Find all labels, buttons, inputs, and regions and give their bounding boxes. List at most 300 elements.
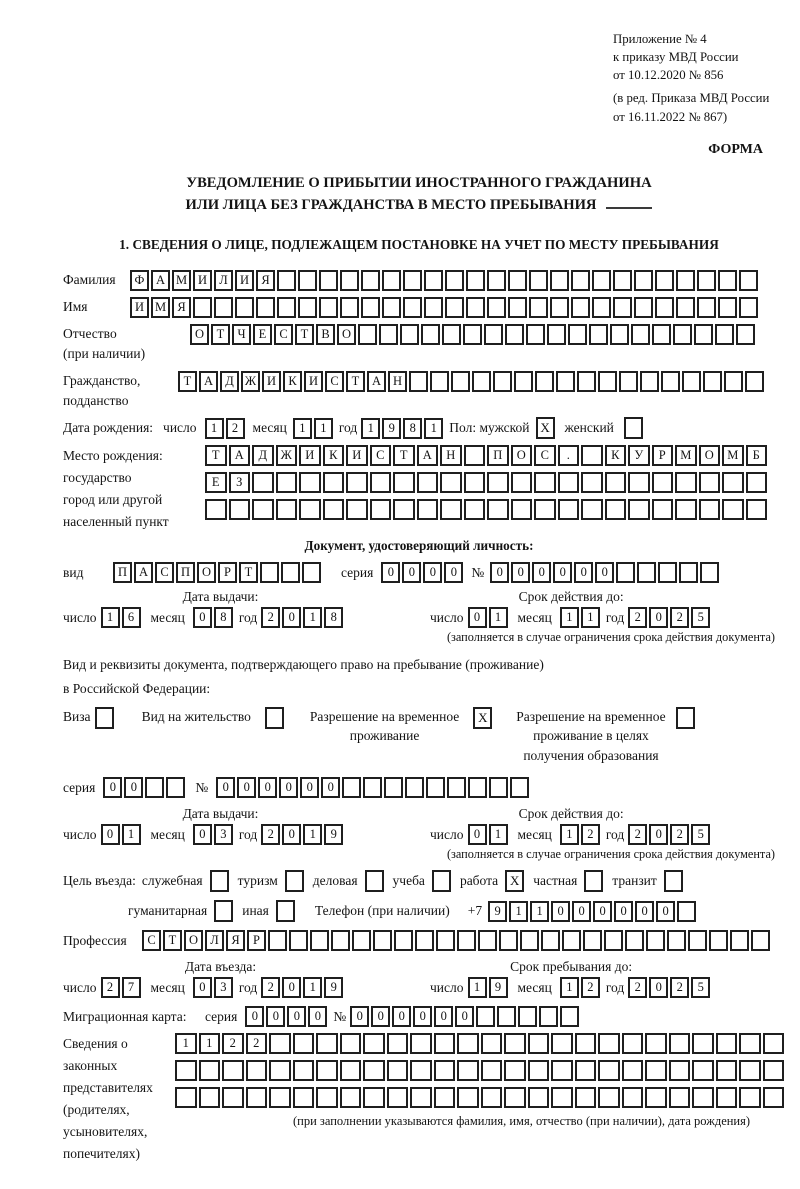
representatives-label-line5: усыновителях, bbox=[63, 1123, 148, 1139]
char-box bbox=[577, 371, 596, 392]
char-box: А bbox=[151, 270, 170, 291]
char-box bbox=[323, 499, 345, 520]
char-box bbox=[739, 270, 758, 291]
char-box bbox=[547, 324, 566, 345]
char-box: А bbox=[367, 371, 386, 392]
char-box: 0 bbox=[282, 977, 301, 998]
issue-year-label: год bbox=[238, 609, 258, 625]
char-box bbox=[716, 1060, 738, 1081]
birth-place-label: Место рождения: bbox=[63, 448, 163, 463]
char-box bbox=[424, 270, 443, 291]
char-box bbox=[746, 499, 768, 520]
char-box: 1 bbox=[199, 1033, 221, 1054]
char-box bbox=[199, 1060, 221, 1081]
char-box bbox=[281, 562, 300, 583]
char-box bbox=[568, 324, 587, 345]
char-box: 1 bbox=[122, 824, 141, 845]
char-box bbox=[387, 1060, 409, 1081]
char-box bbox=[739, 1033, 761, 1054]
rvp-expiry-year-label: год bbox=[605, 826, 625, 842]
char-box bbox=[592, 297, 611, 318]
char-box bbox=[628, 472, 650, 493]
char-box bbox=[403, 297, 422, 318]
char-box bbox=[246, 1060, 268, 1081]
char-box bbox=[346, 499, 368, 520]
char-box bbox=[692, 1087, 714, 1108]
char-box bbox=[340, 297, 359, 318]
issue-day-label: число bbox=[63, 609, 97, 625]
char-box: 9 bbox=[489, 977, 508, 998]
char-box bbox=[293, 1033, 315, 1054]
char-box: 0 bbox=[553, 562, 572, 583]
surname-boxes bbox=[130, 270, 760, 291]
char-box bbox=[352, 930, 371, 951]
char-box bbox=[673, 324, 692, 345]
char-box: С bbox=[534, 445, 556, 466]
stay-day-boxes bbox=[468, 977, 510, 998]
char-box bbox=[581, 499, 603, 520]
char-box bbox=[676, 270, 695, 291]
char-box bbox=[575, 1060, 597, 1081]
sex-female-label: женский bbox=[564, 420, 614, 435]
char-box: П bbox=[113, 562, 132, 583]
sex-male-checkbox: X bbox=[536, 417, 555, 439]
char-box bbox=[526, 324, 545, 345]
char-box bbox=[277, 297, 296, 318]
rvp-expiry-day-label: число bbox=[430, 826, 464, 842]
char-box bbox=[655, 270, 674, 291]
char-box: 9 bbox=[382, 418, 401, 439]
identity-doc-kind-row bbox=[63, 562, 775, 583]
representatives-label-line1: Сведения о bbox=[63, 1036, 128, 1052]
residence-doc-expiry-line bbox=[430, 824, 712, 845]
char-box bbox=[205, 499, 227, 520]
char-box: Д bbox=[220, 371, 239, 392]
char-box bbox=[489, 777, 508, 798]
char-box bbox=[613, 270, 632, 291]
char-box bbox=[316, 1033, 338, 1054]
rvp-expiry-month-boxes bbox=[560, 824, 602, 845]
sex-female-checkbox bbox=[624, 417, 643, 439]
char-box: С bbox=[155, 562, 174, 583]
rvp-expiry-month-label: месяц bbox=[517, 826, 552, 842]
char-box bbox=[511, 472, 533, 493]
revision-line: (в ред. Приказа МВД России bbox=[613, 91, 770, 106]
char-box bbox=[363, 1060, 385, 1081]
char-box bbox=[529, 270, 548, 291]
char-box: С bbox=[142, 930, 161, 951]
entry-date-line bbox=[63, 977, 378, 998]
char-box bbox=[598, 1060, 620, 1081]
residence-doc-expiry-col bbox=[430, 806, 712, 845]
char-box: О bbox=[511, 445, 533, 466]
char-box bbox=[514, 371, 533, 392]
char-box bbox=[497, 1006, 516, 1027]
residence-doc-series-row bbox=[63, 777, 775, 798]
char-box: А bbox=[134, 562, 153, 583]
char-box bbox=[434, 1060, 456, 1081]
char-box: 2 bbox=[628, 824, 647, 845]
birth-year-label: год bbox=[338, 420, 358, 435]
char-box bbox=[622, 1087, 644, 1108]
char-box bbox=[393, 472, 415, 493]
char-box: Т bbox=[346, 371, 365, 392]
char-box bbox=[382, 297, 401, 318]
purpose-private-label: частная bbox=[533, 873, 578, 889]
identity-doc-dates bbox=[63, 589, 775, 628]
stay-year-boxes bbox=[628, 977, 712, 998]
char-box: 0 bbox=[649, 607, 668, 628]
issue-month-boxes bbox=[193, 607, 235, 628]
rvp-issue-year-label: год bbox=[238, 826, 258, 842]
char-box bbox=[361, 297, 380, 318]
surname-label: Фамилия bbox=[63, 272, 116, 288]
char-box bbox=[430, 371, 449, 392]
char-box bbox=[551, 1033, 573, 1054]
char-box bbox=[652, 324, 671, 345]
char-box: Т bbox=[295, 324, 314, 345]
char-box: К bbox=[323, 445, 345, 466]
char-box bbox=[703, 371, 722, 392]
char-box bbox=[340, 1033, 362, 1054]
char-box bbox=[175, 1060, 197, 1081]
char-box bbox=[550, 297, 569, 318]
temp-residence-option bbox=[310, 707, 492, 746]
char-box bbox=[605, 499, 627, 520]
identity-doc-number-boxes bbox=[490, 562, 721, 583]
representatives-boxes-col bbox=[175, 1033, 786, 1129]
char-box bbox=[400, 324, 419, 345]
char-box bbox=[463, 324, 482, 345]
char-box bbox=[598, 371, 617, 392]
section1-heading: 1. СВЕДЕНИЯ О ЛИЦЕ, ПОДЛЕЖАЩЕМ ПОСТАНОВКЕ НА УЧЕТ ПО МЕСТУ ПРЕБЫВАНИЯ bbox=[119, 237, 719, 252]
expiry-year-label: год bbox=[605, 609, 625, 625]
char-box: 3 bbox=[214, 824, 233, 845]
char-box bbox=[457, 1087, 479, 1108]
migration-card-label: Миграционная карта: bbox=[63, 1008, 187, 1024]
char-box bbox=[487, 499, 509, 520]
char-box bbox=[466, 297, 485, 318]
expiry-day-label: число bbox=[430, 609, 464, 625]
char-box bbox=[528, 1087, 550, 1108]
char-box bbox=[229, 499, 251, 520]
residence-doc-series-boxes bbox=[103, 777, 187, 798]
entry-day-boxes bbox=[101, 977, 143, 998]
residence-permit-label: Вид на жительство bbox=[141, 708, 251, 724]
char-box bbox=[466, 270, 485, 291]
char-box bbox=[319, 270, 338, 291]
char-box bbox=[316, 1087, 338, 1108]
char-box bbox=[688, 930, 707, 951]
char-box bbox=[645, 1087, 667, 1108]
char-box: Я bbox=[256, 270, 275, 291]
char-box: Т bbox=[393, 445, 415, 466]
char-box bbox=[358, 324, 377, 345]
patronymic-row bbox=[63, 324, 775, 365]
char-box: 1 bbox=[509, 901, 528, 922]
char-box bbox=[692, 1033, 714, 1054]
char-box: 8 bbox=[214, 607, 233, 628]
char-box: Р bbox=[652, 445, 674, 466]
rvp-issue-day-label: число bbox=[63, 826, 97, 842]
char-box: 0 bbox=[511, 562, 530, 583]
char-box bbox=[551, 1087, 573, 1108]
identity-doc-expiry-col bbox=[430, 589, 712, 628]
char-box bbox=[508, 270, 527, 291]
char-box bbox=[697, 270, 716, 291]
identity-doc-series-label: серия bbox=[341, 564, 374, 580]
char-box: О bbox=[184, 930, 203, 951]
char-box bbox=[319, 297, 338, 318]
char-box: 0 bbox=[101, 824, 120, 845]
char-box: 2 bbox=[101, 977, 120, 998]
char-box: 1 bbox=[530, 901, 549, 922]
char-box bbox=[739, 297, 758, 318]
char-box bbox=[269, 1060, 291, 1081]
char-box bbox=[464, 499, 486, 520]
char-box bbox=[534, 499, 556, 520]
char-box bbox=[694, 324, 713, 345]
entry-year-label: год bbox=[238, 979, 258, 995]
char-box bbox=[464, 445, 486, 466]
representatives-note: (при заполнении указываются фамилия, имя, отчество (при наличии), дата рождения) bbox=[293, 1114, 751, 1129]
identity-doc-kind-boxes bbox=[113, 562, 323, 583]
char-box bbox=[504, 1087, 526, 1108]
char-box bbox=[613, 297, 632, 318]
citizenship-row bbox=[63, 371, 775, 412]
char-box: 0 bbox=[649, 977, 668, 998]
char-box: К bbox=[283, 371, 302, 392]
char-box: 0 bbox=[656, 901, 675, 922]
representatives-row bbox=[63, 1033, 775, 1164]
residence-doc-issue-col bbox=[63, 806, 378, 845]
char-box: Ф bbox=[130, 270, 149, 291]
char-box bbox=[661, 371, 680, 392]
surname-row bbox=[63, 270, 775, 291]
char-box: М bbox=[151, 297, 170, 318]
char-box: П bbox=[176, 562, 195, 583]
char-box: 0 bbox=[258, 777, 277, 798]
char-box bbox=[299, 499, 321, 520]
char-box bbox=[252, 472, 274, 493]
char-box: 1 bbox=[205, 418, 224, 439]
char-box bbox=[426, 777, 445, 798]
char-box bbox=[583, 930, 602, 951]
order-line: к приказу МВД России bbox=[613, 50, 739, 65]
char-box bbox=[539, 1006, 558, 1027]
residence-permit-option bbox=[142, 707, 284, 729]
identity-doc-note: (заполняется в случае ограничения срока действия документа) bbox=[446, 630, 775, 645]
char-box bbox=[558, 499, 580, 520]
char-box: 2 bbox=[670, 977, 689, 998]
char-box bbox=[373, 930, 392, 951]
char-box: 0 bbox=[434, 1006, 453, 1027]
char-box: В bbox=[316, 324, 335, 345]
char-box: К bbox=[605, 445, 627, 466]
char-box: О bbox=[197, 562, 216, 583]
purpose-humanitarian-checkbox bbox=[214, 900, 233, 922]
char-box bbox=[622, 1060, 644, 1081]
rvp-issue-month-boxes bbox=[193, 824, 235, 845]
char-box bbox=[699, 472, 721, 493]
char-box bbox=[619, 371, 638, 392]
entry-year-boxes bbox=[261, 977, 345, 998]
char-box: 2 bbox=[222, 1033, 244, 1054]
char-box bbox=[652, 499, 674, 520]
issue-month-label: месяц bbox=[150, 609, 185, 625]
char-box bbox=[508, 297, 527, 318]
migration-card-series-boxes bbox=[245, 1006, 329, 1027]
char-box: 0 bbox=[635, 901, 654, 922]
char-box bbox=[640, 371, 659, 392]
char-box bbox=[199, 1087, 221, 1108]
char-box bbox=[739, 1087, 761, 1108]
char-box: И bbox=[130, 297, 149, 318]
char-box: 1 bbox=[489, 824, 508, 845]
char-box bbox=[709, 930, 728, 951]
representatives-label-line2: законных bbox=[63, 1058, 118, 1074]
char-box bbox=[505, 324, 524, 345]
char-box bbox=[394, 930, 413, 951]
char-box bbox=[481, 1087, 503, 1108]
char-box bbox=[628, 499, 650, 520]
char-box bbox=[763, 1060, 785, 1081]
residence-doc-dates bbox=[63, 806, 775, 845]
char-box: 0 bbox=[216, 777, 235, 798]
char-box: Ж bbox=[276, 445, 298, 466]
char-box bbox=[405, 777, 424, 798]
char-box bbox=[571, 297, 590, 318]
char-box: 0 bbox=[455, 1006, 474, 1027]
char-box bbox=[487, 472, 509, 493]
citizenship-boxes bbox=[178, 371, 766, 392]
char-box bbox=[382, 270, 401, 291]
purpose-official-checkbox bbox=[210, 870, 229, 892]
char-box: 1 bbox=[560, 607, 579, 628]
birth-place-boxes-row3 bbox=[205, 499, 769, 520]
birth-day-label: число bbox=[163, 420, 197, 435]
phone-boxes bbox=[488, 901, 698, 922]
char-box bbox=[393, 499, 415, 520]
char-box bbox=[679, 562, 698, 583]
char-box: 0 bbox=[595, 562, 614, 583]
char-box: 0 bbox=[300, 777, 319, 798]
char-box bbox=[484, 324, 503, 345]
char-box bbox=[675, 499, 697, 520]
residence-doc-number-boxes bbox=[216, 777, 531, 798]
char-box: И bbox=[304, 371, 323, 392]
char-box bbox=[370, 472, 392, 493]
char-box bbox=[457, 930, 476, 951]
char-box bbox=[222, 1060, 244, 1081]
char-box bbox=[652, 472, 674, 493]
profession-boxes bbox=[142, 930, 772, 951]
char-box bbox=[478, 930, 497, 951]
char-box: 7 bbox=[122, 977, 141, 998]
phone-prefix: +7 bbox=[467, 903, 483, 919]
birth-year-boxes bbox=[361, 418, 445, 439]
char-box bbox=[724, 371, 743, 392]
char-box bbox=[457, 1033, 479, 1054]
char-box bbox=[677, 901, 696, 922]
char-box: Т bbox=[205, 445, 227, 466]
char-box bbox=[457, 1060, 479, 1081]
char-box bbox=[528, 1033, 550, 1054]
char-box: 2 bbox=[261, 977, 280, 998]
stay-year-label: год bbox=[605, 979, 625, 995]
char-box bbox=[417, 499, 439, 520]
edu-residence-option bbox=[516, 707, 694, 766]
patronymic-boxes bbox=[190, 324, 757, 345]
char-box bbox=[363, 777, 382, 798]
birth-place-boxes-col bbox=[205, 445, 769, 520]
char-box bbox=[604, 930, 623, 951]
char-box: А bbox=[417, 445, 439, 466]
char-box: 1 bbox=[303, 824, 322, 845]
char-box: 2 bbox=[261, 607, 280, 628]
char-box: 0 bbox=[532, 562, 551, 583]
char-box bbox=[746, 472, 768, 493]
char-box bbox=[504, 1033, 526, 1054]
birth-day-boxes bbox=[205, 418, 247, 439]
char-box: 0 bbox=[245, 1006, 264, 1027]
representatives-label-line6: попечителях) bbox=[63, 1145, 140, 1161]
char-box: Т bbox=[178, 371, 197, 392]
char-box bbox=[166, 777, 185, 798]
residence-doc-issue-heading: Дата выдачи: bbox=[182, 806, 259, 822]
char-box: 0 bbox=[614, 901, 633, 922]
temp-residence-label-line1: Разрешение на временное bbox=[309, 708, 460, 724]
char-box bbox=[487, 297, 506, 318]
purpose-transit-label: транзит bbox=[612, 873, 657, 889]
char-box bbox=[499, 930, 518, 951]
char-box bbox=[669, 1087, 691, 1108]
char-box: 1 bbox=[314, 418, 333, 439]
char-box: 9 bbox=[488, 901, 507, 922]
firstname-row bbox=[63, 297, 775, 318]
char-box: 0 bbox=[266, 1006, 285, 1027]
char-box: 2 bbox=[628, 607, 647, 628]
char-box: 1 bbox=[293, 418, 312, 439]
representatives-boxes-row2 bbox=[175, 1060, 786, 1081]
char-box bbox=[487, 270, 506, 291]
char-box bbox=[550, 270, 569, 291]
purpose-work-label: работа bbox=[459, 873, 499, 889]
char-box bbox=[676, 297, 695, 318]
char-box bbox=[323, 472, 345, 493]
char-box bbox=[560, 1006, 579, 1027]
char-box: И bbox=[299, 445, 321, 466]
char-box: П bbox=[487, 445, 509, 466]
char-box bbox=[269, 1087, 291, 1108]
visa-label: Виза bbox=[63, 708, 91, 724]
char-box: М bbox=[675, 445, 697, 466]
char-box: Ч bbox=[232, 324, 251, 345]
char-box bbox=[529, 297, 548, 318]
rvp-expiry-year-boxes bbox=[628, 824, 712, 845]
purpose-official-label: служебная bbox=[141, 873, 203, 889]
char-box: Р bbox=[218, 562, 237, 583]
char-box bbox=[518, 1006, 537, 1027]
char-box bbox=[415, 930, 434, 951]
char-box bbox=[510, 777, 529, 798]
representatives-boxes-row1 bbox=[175, 1033, 786, 1054]
char-box: Л bbox=[205, 930, 224, 951]
char-box: 2 bbox=[581, 977, 600, 998]
char-box bbox=[370, 499, 392, 520]
char-box bbox=[340, 1087, 362, 1108]
char-box: 0 bbox=[392, 1006, 411, 1027]
